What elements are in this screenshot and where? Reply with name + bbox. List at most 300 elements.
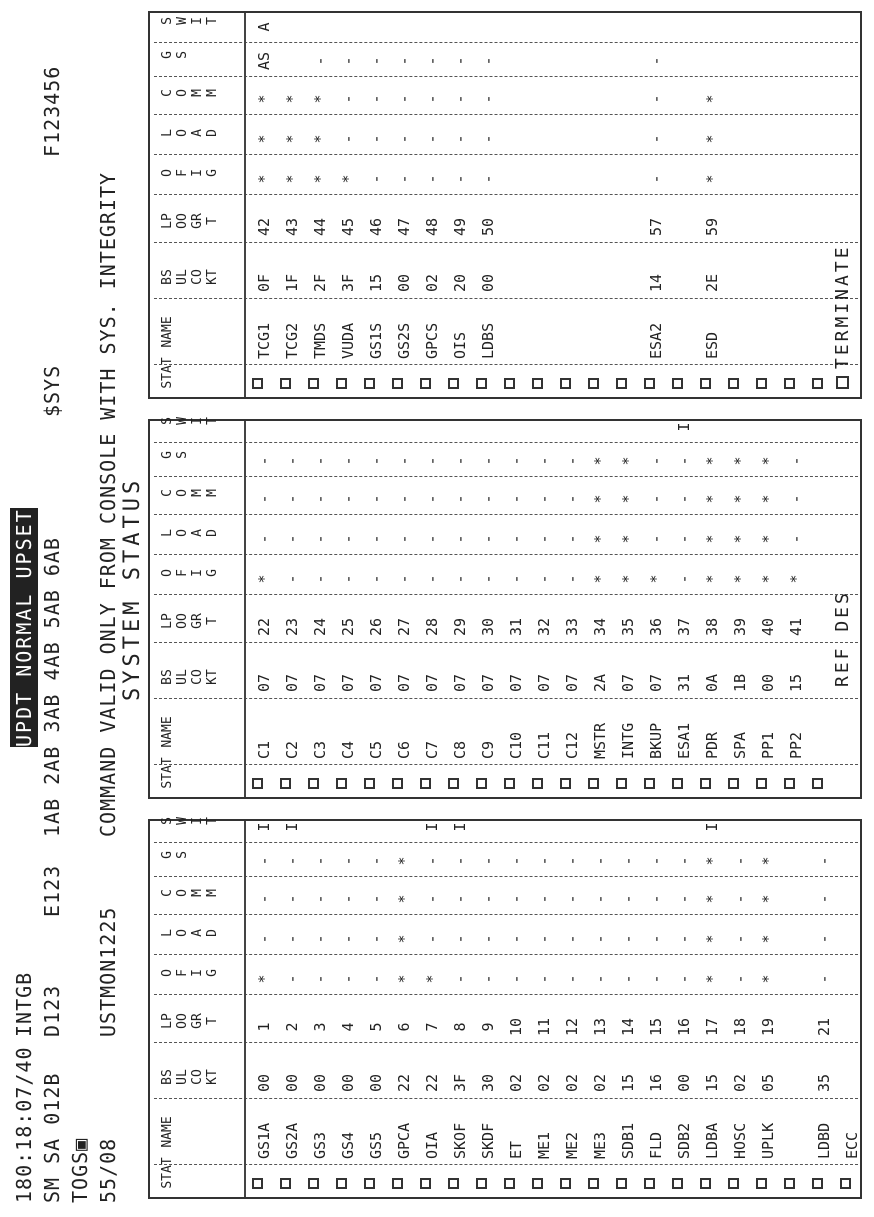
cell: - <box>311 974 329 984</box>
cell: - <box>647 856 665 866</box>
cell: - <box>647 134 665 144</box>
row-select-box[interactable] <box>532 1178 543 1189</box>
row-select-box[interactable] <box>252 778 263 789</box>
cell: 0F <box>255 273 273 293</box>
cell: * <box>591 534 609 544</box>
cell: 07 <box>619 673 637 693</box>
cell: 21 <box>815 1017 833 1037</box>
cell: 40 <box>759 617 777 637</box>
cell: * <box>255 574 273 584</box>
cell: - <box>451 534 469 544</box>
cell: - <box>675 456 693 466</box>
cell: 10 <box>507 1017 525 1037</box>
panel-title: SYSTEM STATUS <box>120 471 145 707</box>
row-select-box[interactable] <box>812 778 823 789</box>
cell: - <box>479 456 497 466</box>
header-divider <box>244 421 246 797</box>
table-row <box>532 821 556 1197</box>
cell: - <box>535 534 553 544</box>
header-divider <box>244 13 246 397</box>
row-select-box[interactable] <box>252 378 263 389</box>
cell: 07 <box>339 673 357 693</box>
row-select-box[interactable] <box>616 778 627 789</box>
cell: - <box>787 534 805 544</box>
row-select-box[interactable] <box>420 378 431 389</box>
cell: - <box>339 856 357 866</box>
cell: ECC <box>843 1131 861 1159</box>
cell: - <box>451 574 469 584</box>
column-header: O F I G <box>160 969 220 977</box>
table-row <box>700 821 724 1197</box>
cell: TCG2 <box>283 322 301 359</box>
cell: - <box>255 894 273 904</box>
column-header: G S <box>160 51 190 59</box>
cell: - <box>395 94 413 104</box>
row-select-box[interactable] <box>364 378 375 389</box>
cell: - <box>479 974 497 984</box>
row-select-box[interactable] <box>784 378 795 389</box>
cell: 50 <box>479 217 497 237</box>
row-select-box[interactable] <box>728 1178 739 1189</box>
cell: - <box>311 574 329 584</box>
column-header: BS UL CO KT <box>160 1069 220 1085</box>
row-select-box[interactable] <box>280 1178 291 1189</box>
row-select-box[interactable] <box>420 1178 431 1189</box>
table-row <box>392 821 416 1197</box>
column-header: S W I T <box>160 17 220 25</box>
cell: 02 <box>507 1073 525 1093</box>
row-select-box[interactable] <box>728 778 739 789</box>
row-select-box[interactable] <box>588 378 599 389</box>
cell: - <box>339 94 357 104</box>
cell: 02 <box>591 1073 609 1093</box>
cell: 2A <box>591 673 609 693</box>
row-select-box[interactable] <box>364 778 375 789</box>
terminate-checkbox[interactable] <box>836 376 849 389</box>
cell: - <box>675 534 693 544</box>
cell: 49 <box>451 217 469 237</box>
cell: ESA2 <box>647 322 665 359</box>
row-select-box[interactable] <box>448 378 459 389</box>
row-select-box[interactable] <box>308 778 319 789</box>
cell: 18 <box>731 1017 749 1037</box>
cell: FLD <box>647 1131 665 1159</box>
cell: * <box>395 974 413 984</box>
row-select-box[interactable] <box>672 1178 683 1189</box>
cell: - <box>675 574 693 584</box>
row-select-box[interactable] <box>644 1178 655 1189</box>
cell: - <box>731 934 749 944</box>
cell: C12 <box>563 731 581 759</box>
cell: - <box>479 534 497 544</box>
cell: - <box>535 934 553 944</box>
cell: - <box>591 894 609 904</box>
column-header: NAME <box>160 316 175 348</box>
table-row <box>784 13 808 397</box>
row-select-box[interactable] <box>308 1178 319 1189</box>
cell: 00 <box>395 273 413 293</box>
cell: I <box>451 822 469 832</box>
cell: TCG1 <box>255 322 273 359</box>
cell: * <box>759 534 777 544</box>
cell: 35 <box>815 1073 833 1093</box>
cell: - <box>815 974 833 984</box>
cell: - <box>339 534 357 544</box>
cell: * <box>759 456 777 466</box>
header-field: COMMAND VALID ONLY FROM CONSOLE WITH SYS. INTEGRITY <box>96 171 120 837</box>
column-header: C O M M <box>160 489 220 497</box>
cell: 00 <box>367 1073 385 1093</box>
cell: - <box>563 494 581 504</box>
table-row <box>476 13 500 397</box>
cell: 00 <box>759 673 777 693</box>
cell: - <box>731 974 749 984</box>
table-row <box>476 821 500 1197</box>
column-header: STAT <box>160 1157 175 1189</box>
cell: * <box>255 134 273 144</box>
row-select-box[interactable] <box>784 778 795 789</box>
cell: * <box>703 456 721 466</box>
cell: C4 <box>339 740 357 759</box>
column-header: O F I G <box>160 569 220 577</box>
cell: PDR <box>703 731 721 759</box>
table-row <box>392 421 416 797</box>
table-row <box>476 421 500 797</box>
cell: - <box>535 894 553 904</box>
column-header: L O A D <box>160 129 220 137</box>
row-select-box[interactable] <box>616 1178 627 1189</box>
cell: SPA <box>731 731 749 759</box>
cell: - <box>395 534 413 544</box>
cell: - <box>451 56 469 66</box>
cell: - <box>787 456 805 466</box>
status-panel <box>148 11 862 399</box>
cell: 16 <box>675 1017 693 1037</box>
table-row <box>560 821 584 1197</box>
cell: GS3 <box>311 1131 329 1159</box>
cell: - <box>311 894 329 904</box>
status-panel <box>148 819 862 1199</box>
cell: 34 <box>591 617 609 637</box>
table-row <box>756 821 780 1197</box>
cell: 30 <box>479 1073 497 1093</box>
row-select-box[interactable] <box>700 778 711 789</box>
cell: 42 <box>255 217 273 237</box>
cell: - <box>647 534 665 544</box>
cell: 36 <box>647 617 665 637</box>
cell: - <box>563 856 581 866</box>
panel-footer: REF DES <box>832 590 853 687</box>
table-row <box>616 821 640 1197</box>
row-select-box[interactable] <box>308 378 319 389</box>
row-select-box[interactable] <box>448 778 459 789</box>
row-select-box[interactable] <box>756 778 767 789</box>
cell: - <box>563 934 581 944</box>
cell: * <box>255 974 273 984</box>
cell: I <box>283 822 301 832</box>
cell: - <box>563 574 581 584</box>
cell: 07 <box>311 673 329 693</box>
cell: - <box>787 494 805 504</box>
row-select-box[interactable] <box>336 378 347 389</box>
cell: 00 <box>675 1073 693 1093</box>
cell: - <box>815 934 833 944</box>
cell: * <box>395 894 413 904</box>
cell: 15 <box>787 673 805 693</box>
table-row <box>812 821 836 1197</box>
row-select-box[interactable] <box>504 778 515 789</box>
cell: - <box>367 974 385 984</box>
header-field: SM SA 012B <box>40 1072 64 1203</box>
row-select-box[interactable] <box>504 378 515 389</box>
cell: * <box>703 534 721 544</box>
cell: 31 <box>675 673 693 693</box>
table-row <box>252 421 276 797</box>
cell: SKDF <box>479 1122 497 1159</box>
cell: - <box>451 456 469 466</box>
column-header: S W I T <box>160 817 220 825</box>
cell: - <box>507 856 525 866</box>
cell: GPCA <box>395 1122 413 1159</box>
cell: - <box>311 534 329 544</box>
cell: - <box>675 974 693 984</box>
cell: * <box>591 574 609 584</box>
row-select-box[interactable] <box>672 378 683 389</box>
panel-footer[interactable]: TERMINATE <box>832 244 853 369</box>
cell: BKUP <box>647 722 665 759</box>
cell: - <box>283 534 301 544</box>
row-select-box[interactable] <box>392 378 403 389</box>
row-select-box[interactable] <box>392 1178 403 1189</box>
cell: - <box>423 134 441 144</box>
table-row <box>336 13 360 397</box>
table-row <box>308 13 332 397</box>
cell: - <box>339 894 357 904</box>
cell: - <box>367 934 385 944</box>
row-select-box[interactable] <box>644 378 655 389</box>
cell: 07 <box>367 673 385 693</box>
row-select-box[interactable] <box>532 778 543 789</box>
cell: 3 <box>311 1022 329 1032</box>
cell: - <box>311 56 329 66</box>
cell: - <box>367 894 385 904</box>
row-select-box[interactable] <box>420 778 431 789</box>
row-select-box[interactable] <box>336 778 347 789</box>
column-header: BS UL CO KT <box>160 269 220 285</box>
row-select-box[interactable] <box>644 778 655 789</box>
cell: - <box>255 934 273 944</box>
cell: C5 <box>367 740 385 759</box>
row-select-box[interactable] <box>280 778 291 789</box>
cell: - <box>479 894 497 904</box>
cell: - <box>283 856 301 866</box>
header-field: $SYS <box>40 364 64 417</box>
row-select-box[interactable] <box>700 378 711 389</box>
cell: * <box>703 856 721 866</box>
cell: * <box>759 894 777 904</box>
row-select-box[interactable] <box>812 378 823 389</box>
cell: - <box>367 456 385 466</box>
cell: - <box>423 574 441 584</box>
header-field: 1AB 2AB 3AB 4AB 5AB 6AB <box>40 537 64 837</box>
cell: - <box>563 974 581 984</box>
table-row <box>252 13 276 397</box>
cell: - <box>311 856 329 866</box>
cell: - <box>563 894 581 904</box>
row-select-box[interactable] <box>560 778 571 789</box>
row-select-box[interactable] <box>448 1178 459 1189</box>
header-field: 55/08 <box>96 1137 120 1203</box>
cell: UPLK <box>759 1122 777 1159</box>
cell: - <box>283 494 301 504</box>
row-select-box[interactable] <box>756 1178 767 1189</box>
cell: - <box>507 894 525 904</box>
cell: - <box>675 856 693 866</box>
cell: 47 <box>395 217 413 237</box>
cell: * <box>647 574 665 584</box>
cell: 15 <box>703 1073 721 1093</box>
row-select-box[interactable] <box>812 1178 823 1189</box>
row-select-box[interactable] <box>392 778 403 789</box>
cell: - <box>479 934 497 944</box>
cell: - <box>619 974 637 984</box>
cell: * <box>759 934 777 944</box>
row-select-box[interactable] <box>476 1178 487 1189</box>
cell: - <box>647 494 665 504</box>
row-select-box[interactable] <box>364 1178 375 1189</box>
cell: 07 <box>283 673 301 693</box>
cell: - <box>675 894 693 904</box>
row-select-box[interactable] <box>588 1178 599 1189</box>
row-select-box[interactable] <box>840 1178 851 1189</box>
cell: * <box>703 894 721 904</box>
cell: - <box>619 934 637 944</box>
cell: 15 <box>619 1073 637 1093</box>
row-select-box[interactable] <box>700 1178 711 1189</box>
cell: 00 <box>255 1073 273 1093</box>
cell: - <box>423 174 441 184</box>
row-select-box[interactable] <box>728 378 739 389</box>
cell: - <box>647 94 665 104</box>
cell: - <box>815 856 833 866</box>
cell: * <box>759 574 777 584</box>
row-select-box[interactable] <box>672 778 683 789</box>
cell: - <box>451 94 469 104</box>
row-select-box[interactable] <box>336 1178 347 1189</box>
cell: * <box>731 574 749 584</box>
row-select-box[interactable] <box>252 1178 263 1189</box>
table-row <box>504 421 528 797</box>
cell: 31 <box>507 617 525 637</box>
cell: - <box>367 574 385 584</box>
cell: 4 <box>339 1022 357 1032</box>
table-row <box>336 421 360 797</box>
table-row <box>560 421 584 797</box>
cell: 57 <box>647 217 665 237</box>
cell: - <box>283 456 301 466</box>
row-select-box[interactable] <box>616 378 627 389</box>
cell: C8 <box>451 740 469 759</box>
cell: - <box>367 94 385 104</box>
row-select-box[interactable] <box>560 378 571 389</box>
table-row <box>616 13 640 397</box>
header-field: USTMON1225 <box>96 906 120 1037</box>
header-line <box>66 0 94 1217</box>
row-select-box[interactable] <box>504 1178 515 1189</box>
cell: 00 <box>339 1073 357 1093</box>
row-select-box[interactable] <box>588 778 599 789</box>
status-panel <box>120 417 862 799</box>
table-row <box>784 421 808 797</box>
row-select-box[interactable] <box>756 378 767 389</box>
cell: 07 <box>563 673 581 693</box>
cell: 02 <box>563 1073 581 1093</box>
cell: - <box>451 934 469 944</box>
table-row <box>420 421 444 797</box>
cell: 15 <box>367 273 385 293</box>
cell: - <box>535 856 553 866</box>
cell: - <box>507 574 525 584</box>
column-header: LP OO GR T <box>160 613 220 629</box>
cell: * <box>395 856 413 866</box>
cell: 02 <box>731 1073 749 1093</box>
header-line <box>38 0 66 1217</box>
cell: - <box>367 534 385 544</box>
cell: 07 <box>451 673 469 693</box>
row-select-box[interactable] <box>476 378 487 389</box>
cell: 9 <box>479 1022 497 1032</box>
cell: * <box>703 494 721 504</box>
table-row <box>644 821 668 1197</box>
cell: * <box>283 94 301 104</box>
cell: SDB2 <box>675 1122 693 1159</box>
cell: C9 <box>479 740 497 759</box>
cell: * <box>703 174 721 184</box>
cell: 14 <box>647 273 665 293</box>
cell: * <box>395 934 413 944</box>
table-row <box>280 13 304 397</box>
header-field: F123456 <box>40 65 64 157</box>
row-select-box[interactable] <box>532 378 543 389</box>
table-row <box>840 821 864 1197</box>
table-row <box>644 13 668 397</box>
cell: 07 <box>423 673 441 693</box>
header-field: E123 <box>40 864 64 917</box>
cell: 13 <box>591 1017 609 1037</box>
cell: - <box>339 56 357 66</box>
cell: 12 <box>563 1017 581 1037</box>
cell: - <box>311 456 329 466</box>
cell: - <box>507 494 525 504</box>
table-row <box>672 821 696 1197</box>
row-select-box[interactable] <box>280 378 291 389</box>
column-header: C O M M <box>160 89 220 97</box>
cell: 15 <box>647 1017 665 1037</box>
row-select-box[interactable] <box>476 778 487 789</box>
cell: - <box>479 174 497 184</box>
table-row <box>532 421 556 797</box>
cell: ME2 <box>563 1131 581 1159</box>
cell: * <box>619 534 637 544</box>
table-row <box>392 13 416 397</box>
row-select-box[interactable] <box>560 1178 571 1189</box>
row-select-box[interactable] <box>784 1178 795 1189</box>
cell: - <box>395 56 413 66</box>
cell: - <box>507 974 525 984</box>
cell: SKOF <box>451 1122 469 1159</box>
cell: I <box>675 422 693 432</box>
cell: - <box>395 574 413 584</box>
